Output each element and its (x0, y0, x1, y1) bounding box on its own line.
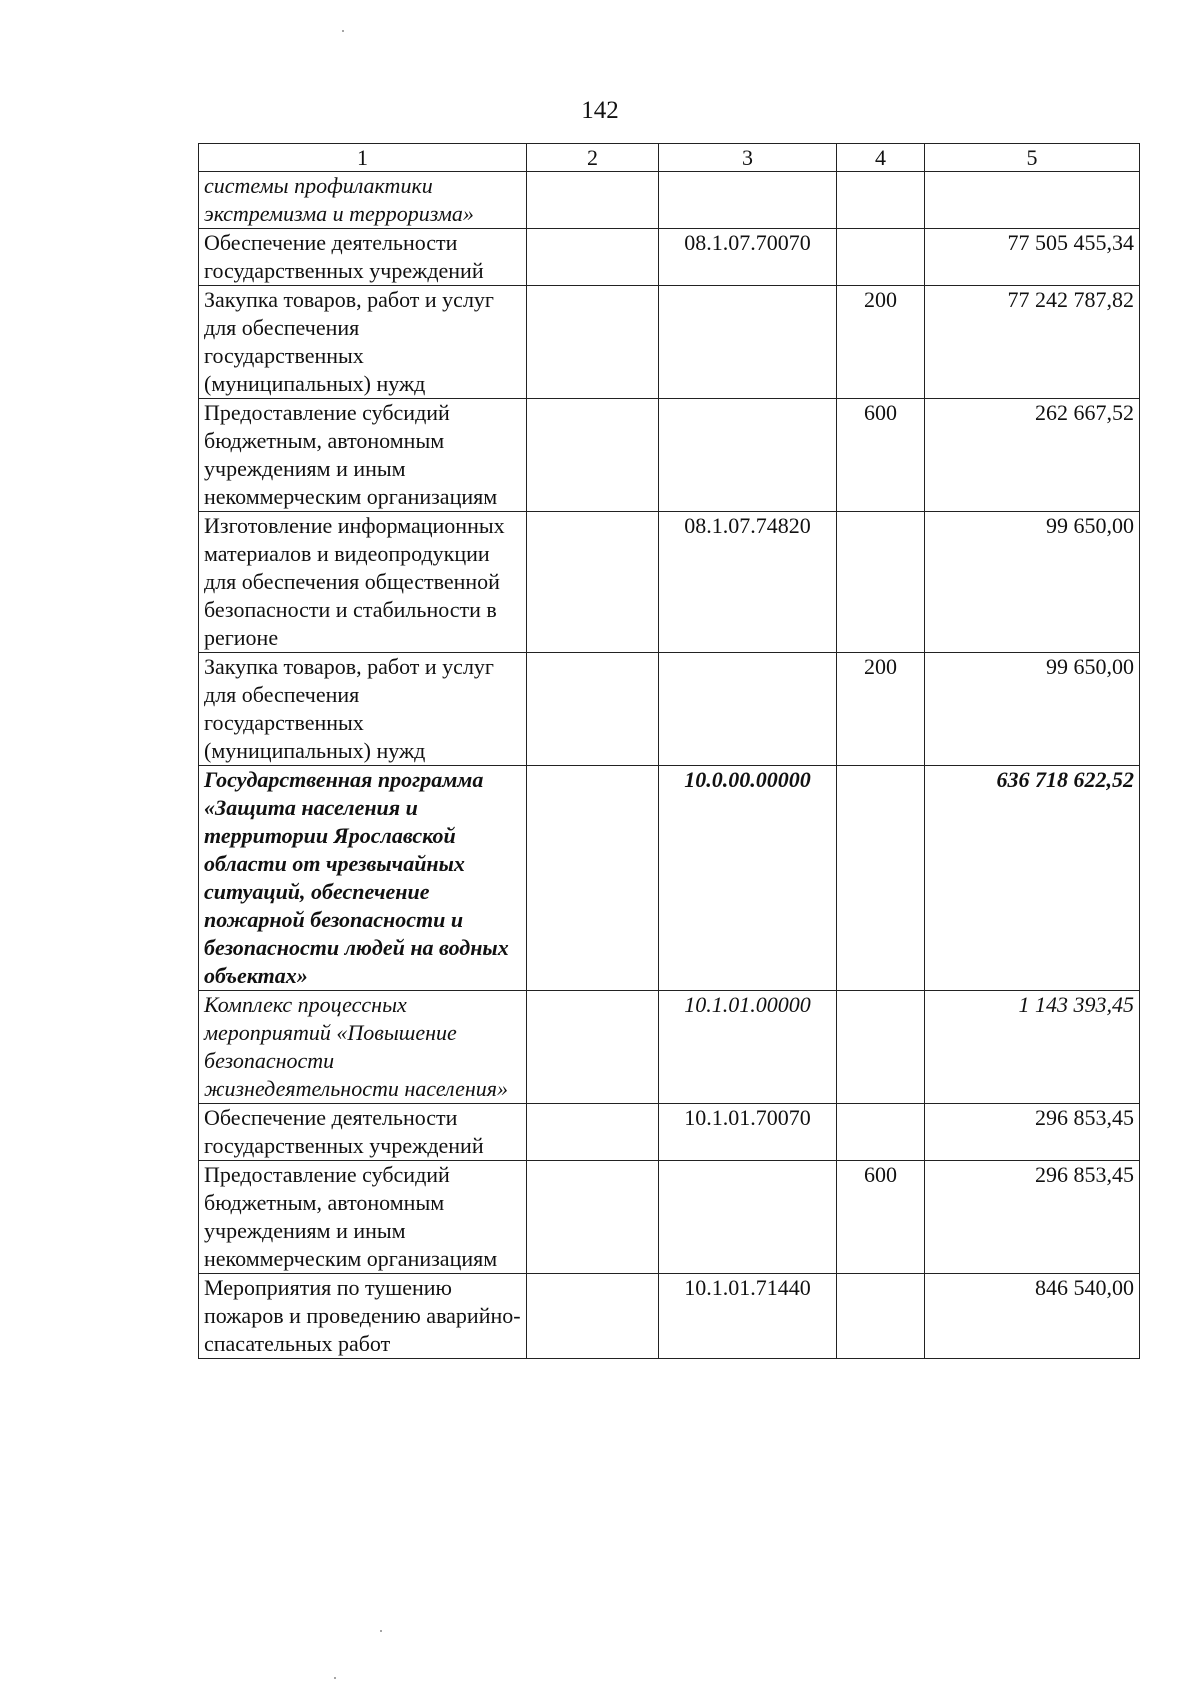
row-col2-cell (527, 512, 659, 653)
row-name-cell: Обеспечение деятельности государственных учреждений (199, 1104, 527, 1161)
row-kind-cell: 600 (837, 1161, 925, 1274)
table-row (199, 512, 1140, 653)
row-col2-cell (527, 653, 659, 766)
row-kind-cell (837, 1274, 925, 1359)
row-code-cell (659, 653, 837, 766)
table-row (199, 1274, 1140, 1359)
row-col2-cell (527, 229, 659, 286)
row-col2-cell (527, 172, 659, 229)
row-name-cell: Изготовление информационных материалов и видеопродукции для обеспечения общественной безопасности и стабильности в регионе (199, 512, 527, 653)
budget-table (198, 143, 1140, 1359)
row-kind-cell (837, 172, 925, 229)
row-name-cell: Мероприятия по тушению пожаров и проведению аварийно-спасательных работ (199, 1274, 527, 1359)
row-col2-cell (527, 991, 659, 1104)
row-col2-cell (527, 1274, 659, 1359)
row-code-cell: 10.1.01.00000 (659, 991, 837, 1104)
table-row (199, 1104, 1140, 1161)
row-code-cell (659, 172, 837, 229)
row-amount-cell: 296 853,45 (925, 1104, 1140, 1161)
header-col-4: 4 (837, 144, 925, 172)
row-code-cell (659, 1161, 837, 1274)
table-row (199, 766, 1140, 991)
row-name-cell: системы профилактики экстремизма и терроризма» (199, 172, 527, 229)
row-col2-cell (527, 766, 659, 991)
row-amount-cell: 262 667,52 (925, 399, 1140, 512)
table-row (199, 172, 1140, 229)
row-name-cell: Государственная программа «Защита населения и территории Ярославской области от чрезвычайных ситуаций, обеспечение пожарной безопасности и безопасности людей на водных объектах» (199, 766, 527, 991)
row-name-cell: Обеспечение деятельности государственных учреждений (199, 229, 527, 286)
scan-speck (380, 1630, 382, 1632)
header-col-3: 3 (659, 144, 837, 172)
row-col2-cell (527, 1104, 659, 1161)
row-kind-cell: 200 (837, 286, 925, 399)
row-col2-cell (527, 399, 659, 512)
row-kind-cell (837, 991, 925, 1104)
row-kind-cell (837, 766, 925, 991)
row-name-cell: Предоставление субсидий бюджетным, автономным учреждениям и иным некоммерческим организациям (199, 399, 527, 512)
table-row (199, 399, 1140, 512)
row-code-cell: 10.0.00.00000 (659, 766, 837, 991)
row-kind-cell (837, 229, 925, 286)
row-amount-cell: 846 540,00 (925, 1274, 1140, 1359)
table-row (199, 286, 1140, 399)
scan-speck (342, 30, 344, 32)
row-name-cell: Предоставление субсидий бюджетным, автономным учреждениям и иным некоммерческим организациям (199, 1161, 527, 1274)
row-code-cell (659, 399, 837, 512)
header-row (199, 144, 1140, 172)
table-row (199, 653, 1140, 766)
row-amount-cell: 636 718 622,52 (925, 766, 1140, 991)
row-amount-cell: 99 650,00 (925, 653, 1140, 766)
row-name-cell: Комплекс процессных мероприятий «Повышение безопасности жизнедеятельности населения» (199, 991, 527, 1104)
row-amount-cell: 1 143 393,45 (925, 991, 1140, 1104)
table-row (199, 991, 1140, 1104)
row-amount-cell: 296 853,45 (925, 1161, 1140, 1274)
page-number: 142 (581, 97, 619, 124)
row-name-cell: Закупка товаров, работ и услуг для обеспечения государственных (муниципальных) нужд (199, 653, 527, 766)
row-kind-cell (837, 1104, 925, 1161)
scan-speck (334, 1677, 336, 1679)
table-row (199, 1161, 1140, 1274)
row-amount-cell: 77 505 455,34 (925, 229, 1140, 286)
row-code-cell: 10.1.01.70070 (659, 1104, 837, 1161)
row-amount-cell: 99 650,00 (925, 512, 1140, 653)
row-code-cell: 08.1.07.74820 (659, 512, 837, 653)
row-kind-cell: 600 (837, 399, 925, 512)
table-row (199, 229, 1140, 286)
row-code-cell: 08.1.07.70070 (659, 229, 837, 286)
row-code-cell (659, 286, 837, 399)
header-col-1: 1 (199, 144, 527, 172)
header-col-5: 5 (925, 144, 1140, 172)
row-col2-cell (527, 1161, 659, 1274)
row-kind-cell: 200 (837, 653, 925, 766)
header-col-2: 2 (527, 144, 659, 172)
row-code-cell: 10.1.01.71440 (659, 1274, 837, 1359)
row-amount-cell (925, 172, 1140, 229)
row-name-cell: Закупка товаров, работ и услуг для обеспечения государственных (муниципальных) нужд (199, 286, 527, 399)
row-amount-cell: 77 242 787,82 (925, 286, 1140, 399)
row-col2-cell (527, 286, 659, 399)
row-kind-cell (837, 512, 925, 653)
